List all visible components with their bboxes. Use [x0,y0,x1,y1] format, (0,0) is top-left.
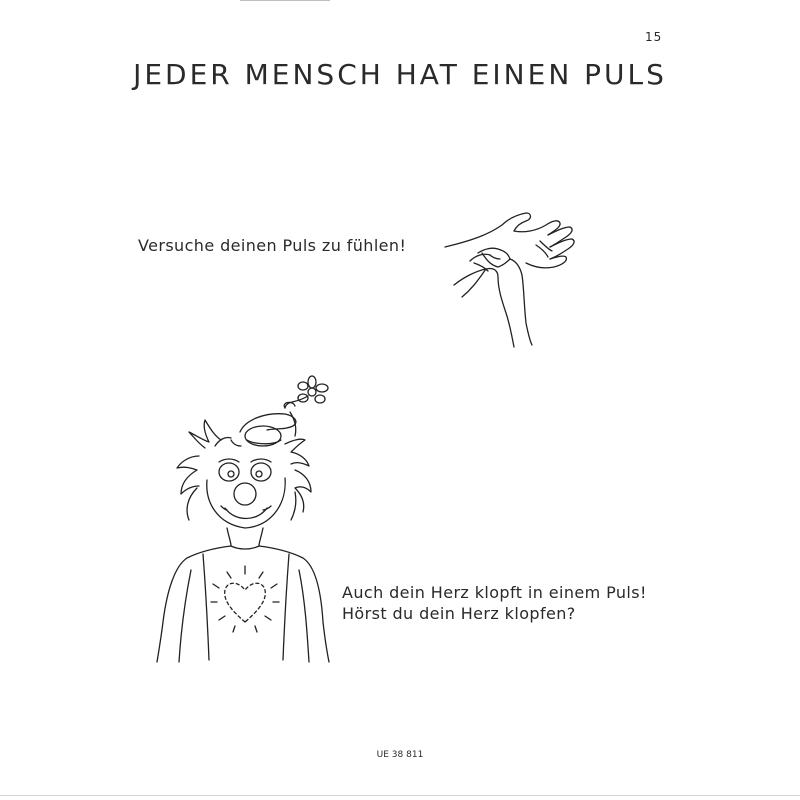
page-number: 15 [645,30,663,44]
heart-line-1: Auch dein Herz klopft in einem Puls! [342,583,647,602]
bottom-divider [0,795,800,796]
top-divider [240,0,330,1]
heart-line-2: Hörst du dein Herz klopfen? [342,604,576,623]
clown-with-heart-icon [145,370,345,665]
pulse-instruction: Versuche deinen Puls zu fühlen! [138,236,407,255]
page-title: JEDER MENSCH HAT EINEN PULS [133,58,667,91]
hands-feeling-pulse-icon [440,205,585,350]
catalog-number: UE 38 811 [376,750,424,760]
heart-pulse-text [342,582,647,624]
